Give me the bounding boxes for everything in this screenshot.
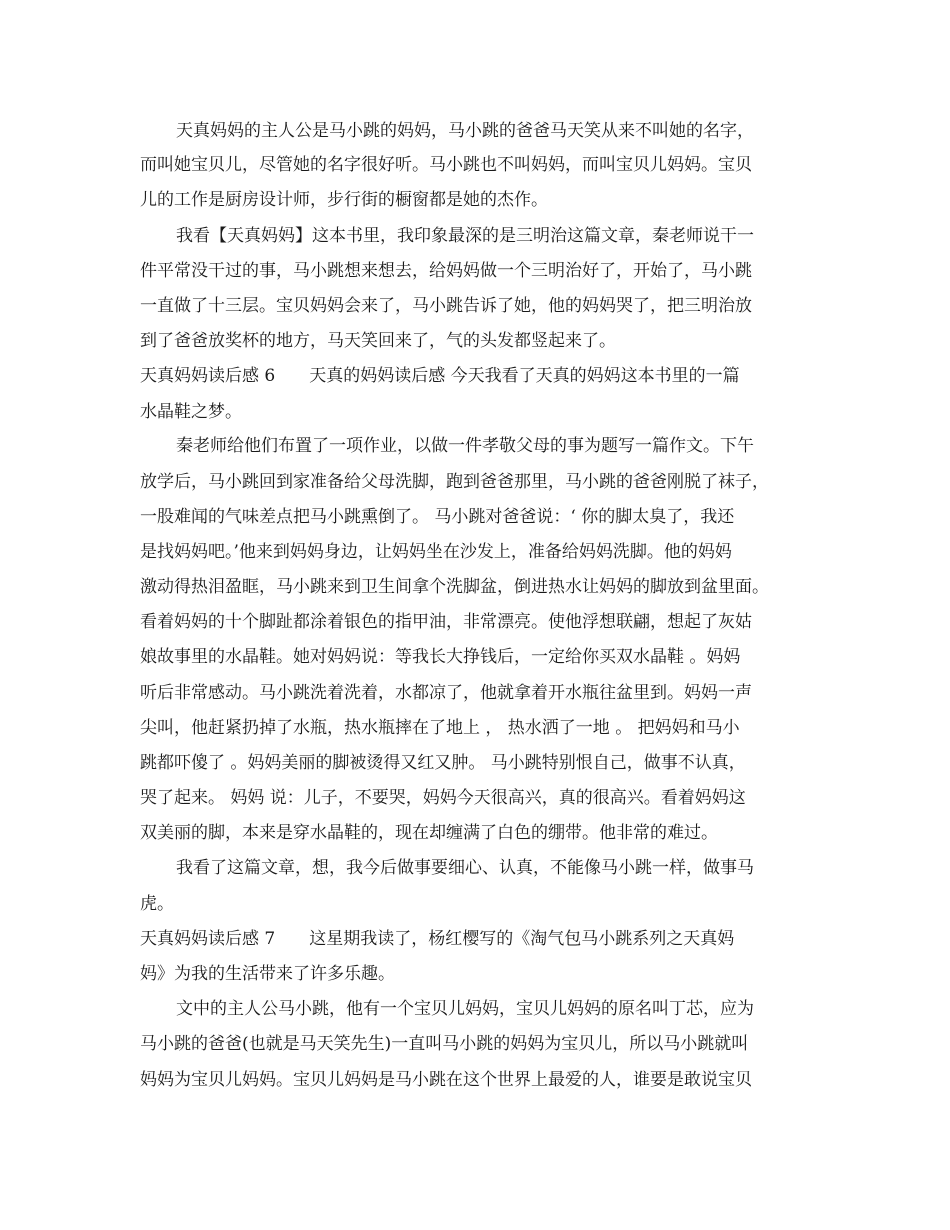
text-line: 看着妈妈的十个脚趾都涂着银色的指甲油，非常漂亮。使他浮想联翩，想起了灰姑 [140,612,752,632]
text-line: 儿的工作是厨房设计师，步行街的橱窗都是她的杰作。 [140,190,548,210]
text-line: 秦老师给他们布置了一项作业，以做一件孝敬父母的事为题写一篇作文。下午 [176,436,754,456]
text-line: 妈》为我的生活带来了许多乐趣。 [140,964,395,984]
text-line: 马小跳的爸爸(也就是马天笑先生)一直叫马小跳的妈妈为宝贝儿，所以马小跳就叫 [140,1034,749,1054]
text-line: 虎。 [140,894,174,914]
text-line: 激动得热泪盈眶，马小跳来到卫生间拿个洗脚盆，倒进热水让妈妈的脚放到盆里面。 [140,577,769,597]
text-line: 而叫她宝贝儿，尽管她的名字很好听。马小跳也不叫妈妈，而叫宝贝儿妈妈。宝贝 [140,155,752,175]
text-line: 天真妈妈的主人公是马小跳的妈妈，马小跳的爸爸马天笑从来不叫她的名字， [176,121,754,141]
text-line: 天真的妈妈读后感 今天我看了天真的妈妈这本书里的一篇 [309,366,740,386]
section-heading-line [140,929,830,949]
section-heading: 天真妈妈读后感 6 [140,366,276,386]
text-line: 我看【天真妈妈】这本书里，我印象最深的是三明治这篇文章，秦老师说干一 [176,226,754,246]
text-line: 娘故事里的水晶鞋。她对妈妈说：等我长大挣钱后，一定给你买双水晶鞋 。妈妈 [140,647,741,667]
text-line: 双美丽的脚，本来是穿水晶鞋的，现在却缠满了白色的绷带。他非常的难过。 [140,823,718,843]
section-heading: 天真妈妈读后感 7 [140,929,276,949]
text-line: 尖叫，他赶紧扔掉了水瓶，热水瓶摔在了地上 ， 热水洒了一地 。 把妈妈和马小 [140,718,740,738]
text-line: 一直做了十三层。宝贝妈妈会来了，马小跳告诉了她，他的妈妈哭了，把三明治放 [140,296,752,316]
text-line: 这星期我读了，杨红樱写的《淘气包马小跳系列之天真妈 [309,929,735,949]
text-line: 听后非常感动。马小跳洗着洗着，水都凉了，他就拿着开水瓶往盆里到。妈妈一声 [140,683,752,703]
text-line: 放学后，马小跳回到家准备给父母洗脚，跑到爸爸那里，马小跳的爸爸刚脱了袜子， [140,472,769,492]
text-line: 妈妈为宝贝儿妈妈。宝贝儿妈妈是马小跳在这个世界上最爱的人，谁要是敢说宝贝 [140,1070,752,1090]
text-line: 是找妈妈吧。’他来到妈妈身边，让妈妈坐在沙发上，准备给妈妈洗脚。他的妈妈 [140,542,732,562]
text-line: 文中的主人公马小跳，他有一个宝贝儿妈妈，宝贝儿妈妈的原名叫丁芯，应为 [176,999,754,1019]
text-line: 件平常没干过的事，马小跳想来想去，给妈妈做一个三明治好了，开始了，马小跳 [140,261,752,281]
text-line: 一股难闻的气味差点把马小跳熏倒了。 马小跳对爸爸说：‘ 你的脚太臭了，我还 [140,507,735,527]
text-line: 到了爸爸放奖杯的地方，马天笑回来了，气的头发都竖起来了。 [140,331,616,351]
text-line: 我看了这篇文章，想，我今后做事要细心、认真，不能像马小跳一样，做事马 [176,858,754,878]
text-line: 跳都吓傻了 。妈妈美丽的脚被烫得又红又肿。 马小跳特别恨自己，做事不认真， [140,753,746,773]
text-line: 哭了起来。 妈妈 说：儿子，不要哭，妈妈今天很高兴，真的很高兴。看着妈妈这 [140,788,746,808]
section-heading-line [140,366,830,386]
text-line: 水晶鞋之梦。 [140,402,242,422]
